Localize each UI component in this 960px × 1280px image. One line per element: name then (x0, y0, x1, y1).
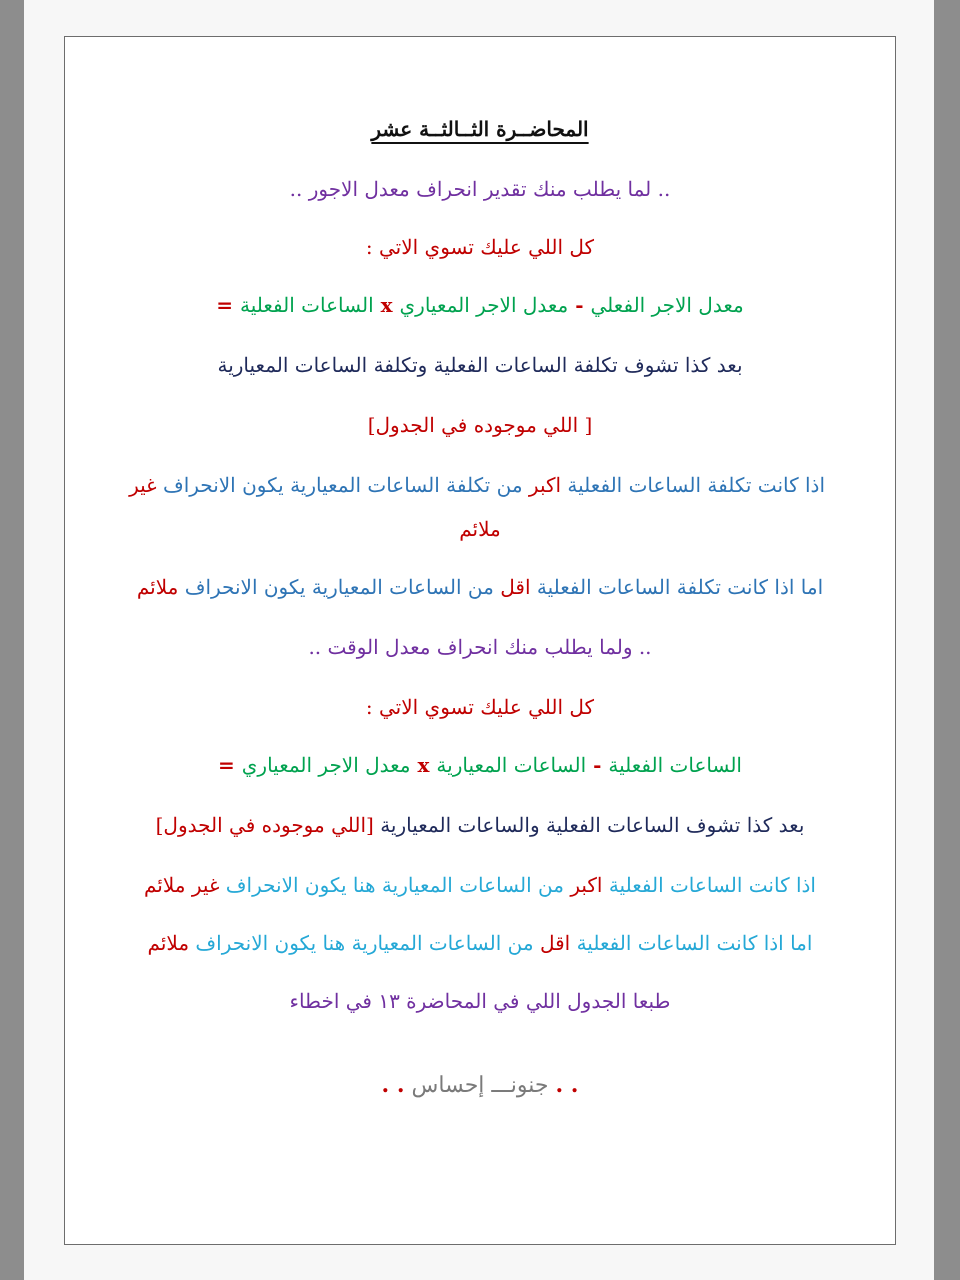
viewer-right-margin (934, 0, 960, 1280)
unfavorable-time-rule: اذا كانت الساعات الفعلية اكبر من الساعات المعيارية هنا يكون الانحراف غير ملائم (144, 873, 816, 897)
intro-time-variance-line: .. ولما يطلب منك انحراف معدل الوقت .. (308, 635, 652, 659)
wage-rate-formula (135, 283, 825, 327)
formula-minus: - (568, 293, 591, 317)
unfavorable-wage-rule: اذا كانت تكلفة الساعات الفعلية اكبر من تكلفة الساعات المعيارية يكون الانحراف غير (129, 473, 825, 497)
author-signature: . . جنونـــ إحساس . . (381, 1072, 579, 1098)
formula2-equals: = (218, 753, 242, 777)
formula2-term-actual-hours: الساعات الفعلية (608, 753, 742, 777)
intro-wage-rate-line: .. لما يطلب منك تقدير انحراف معدل الاجور .. (289, 177, 671, 201)
viewer-left-margin (0, 0, 24, 1280)
instruction-line-2: كل اللي عليك تسوي الاتي : (365, 695, 595, 719)
favorable-wage-rule: اما اذا كانت تكلفة الساعات الفعلية اقل من الساعات المعيارية يكون الانحراف ملائم (136, 575, 824, 599)
formula2-term-standard-hours: الساعات المعيارية (436, 753, 587, 777)
page-border-frame (64, 36, 896, 1245)
table-reference-line-1: [ اللي موجوده في الجدول] (367, 413, 593, 437)
formula2-minus: - (586, 753, 609, 777)
formula-times: x (373, 293, 400, 317)
unfavorable-wage-rule-cont: ملائم (459, 517, 501, 541)
formula-term-standard-rate: معدل الاجر المعياري (399, 293, 569, 317)
formula-term-actual-rate: معدل الاجر الفعلي (590, 293, 744, 317)
cost-comparison-line: بعد كذا تشوف تكلفة الساعات الفعلية وتكلفة الساعات المعيارية (217, 353, 743, 377)
formula2-term-standard-rate: معدل الاجر المعياري (241, 753, 411, 777)
table-reference-line-2: [اللي موجوده في الجدول] (155, 813, 374, 837)
errata-note: طبعا الجدول اللي في المحاضرة ١٣ في اخطاء (289, 989, 671, 1013)
document-page (24, 0, 934, 1280)
formula-term-actual-hours: الساعات الفعلية (240, 293, 374, 317)
formula2-times: x (410, 753, 437, 777)
formula-equals: = (216, 293, 241, 317)
time-variance-formula (135, 743, 825, 787)
instruction-line-1: كل اللي عليك تسوي الاتي : (365, 235, 595, 259)
page-title: المحاضــرة الثــالثــة عشر (371, 117, 589, 141)
favorable-time-rule: اما اذا كانت الساعات الفعلية اقل من الساعات المعيارية هنا يكون الانحراف ملائم (147, 931, 813, 955)
hours-comparison-line: بعد كذا تشوف الساعات الفعلية والساعات المعيارية [اللي موجوده في الجدول] (155, 813, 805, 837)
